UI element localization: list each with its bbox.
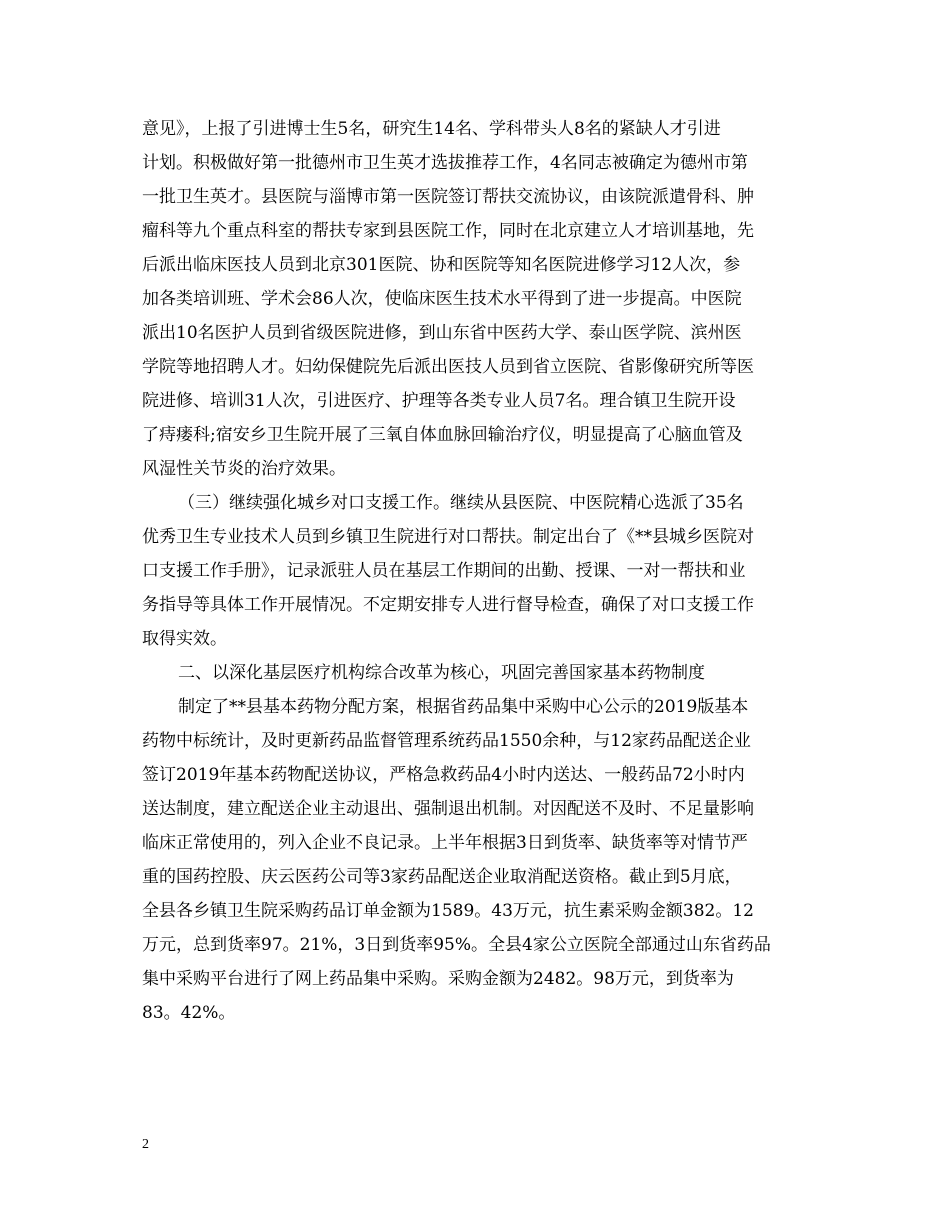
text-line: 全县各乡镇卫生院采购药品订单金额为1589。43万元，抗生素采购金额382。12: [142, 901, 754, 921]
text-line: 取得实效。: [142, 629, 227, 649]
text-line: 制定了**县基本药物分配方案，根据省药品集中采购中心公示的2019版基本: [178, 697, 749, 717]
section-heading: [142, 656, 812, 690]
paragraph-1: [142, 112, 812, 486]
paragraph-2: [142, 486, 812, 656]
text-line: 务指导等具体工作开展情况。不定期安排专人进行督导检查，确保了对口支援工作: [142, 595, 754, 615]
text-line: （三）继续强化城乡对口支援工作。继续从县医院、中医院精心选派了35名: [178, 493, 744, 513]
text-line: 计划。积极做好第一批德州市卫生英才选拔推荐工作，4名同志被确定为德州市第: [142, 153, 748, 173]
text-line: 万元，总到货率97。21%，3日到货率95%。全县4家公立医院全部通过山东省药品: [142, 935, 771, 955]
text-line: 重的国药控股、庆云医药公司等3家药品配送企业取消配送资格。截止到5月底，: [142, 867, 742, 887]
text-line: 了痔瘘科;宿安乡卫生院开展了三氧自体血脉回输治疗仪，明显提高了心脑血管及: [142, 425, 743, 445]
text-line: 口支援工作手册》，记录派驻人员在基层工作期间的出勤、授课、一对一帮扶和业: [142, 561, 746, 581]
text-line: 签订2019年基本药物配送协议，严格急救药品4小时内送达、一般药品72小时内: [142, 765, 745, 785]
text-line: 送达制度，建立配送企业主动退出、强制退出机制。对因配送不及时、不足量影响: [142, 799, 754, 819]
document-body: [142, 112, 812, 1030]
paragraph-4: [142, 690, 812, 1030]
text-line: 派出10名医护人员到省级医院进修，到山东省中医药大学、泰山医学院、滨州医: [142, 323, 742, 343]
text-line: 风湿性关节炎的治疗效果。: [142, 459, 346, 479]
text-line: 药物中标统计，及时更新药品监督管理系统药品1550余种，与12家药品配送企业: [142, 731, 751, 751]
text-line: 意见》，上报了引进博士生5名，研究生14名、学科带头人8名的紧缺人才引进: [142, 119, 721, 139]
text-line: 集中采购平台进行了网上药品集中采购。采购金额为2482。98万元，到货率为: [142, 969, 734, 989]
text-line: 一批卫生英才。县医院与淄博市第一医院签订帮扶交流协议，由该院派遣骨科、肿: [142, 187, 754, 207]
text-line: 加各类培训班、学术会86人次，使临床医生技术水平得到了进一步提高。中医院: [142, 289, 742, 309]
text-line: 后派出临床医技人员到北京301医院、协和医院等知名医院进修学习12人次，参: [142, 255, 741, 275]
text-line: 83。42%。: [142, 1003, 236, 1023]
text-line: 二、以深化基层医疗机构综合改革为核心，巩固完善国家基本药物制度: [178, 663, 705, 683]
text-line: 瘤科等九个重点科室的帮扶专家到县医院工作，同时在北京建立人才培训基地，先: [142, 221, 754, 241]
page-number: 2: [142, 1137, 149, 1152]
text-line: 临床正常使用的，列入企业不良记录。上半年根据3日到货率、缺货率等对情节严: [142, 833, 748, 853]
text-line: 院进修、培训31人次，引进医疗、护理等各类专业人员7名。理合镇卫生院开设: [142, 391, 736, 411]
text-line: 学院等地招聘人才。妇幼保健院先后派出医技人员到省立医院、省影像研究所等医: [142, 357, 754, 377]
text-line: 优秀卫生专业技术人员到乡镇卫生院进行对口帮扶。制定出台了《**县城乡医院对: [142, 527, 754, 547]
